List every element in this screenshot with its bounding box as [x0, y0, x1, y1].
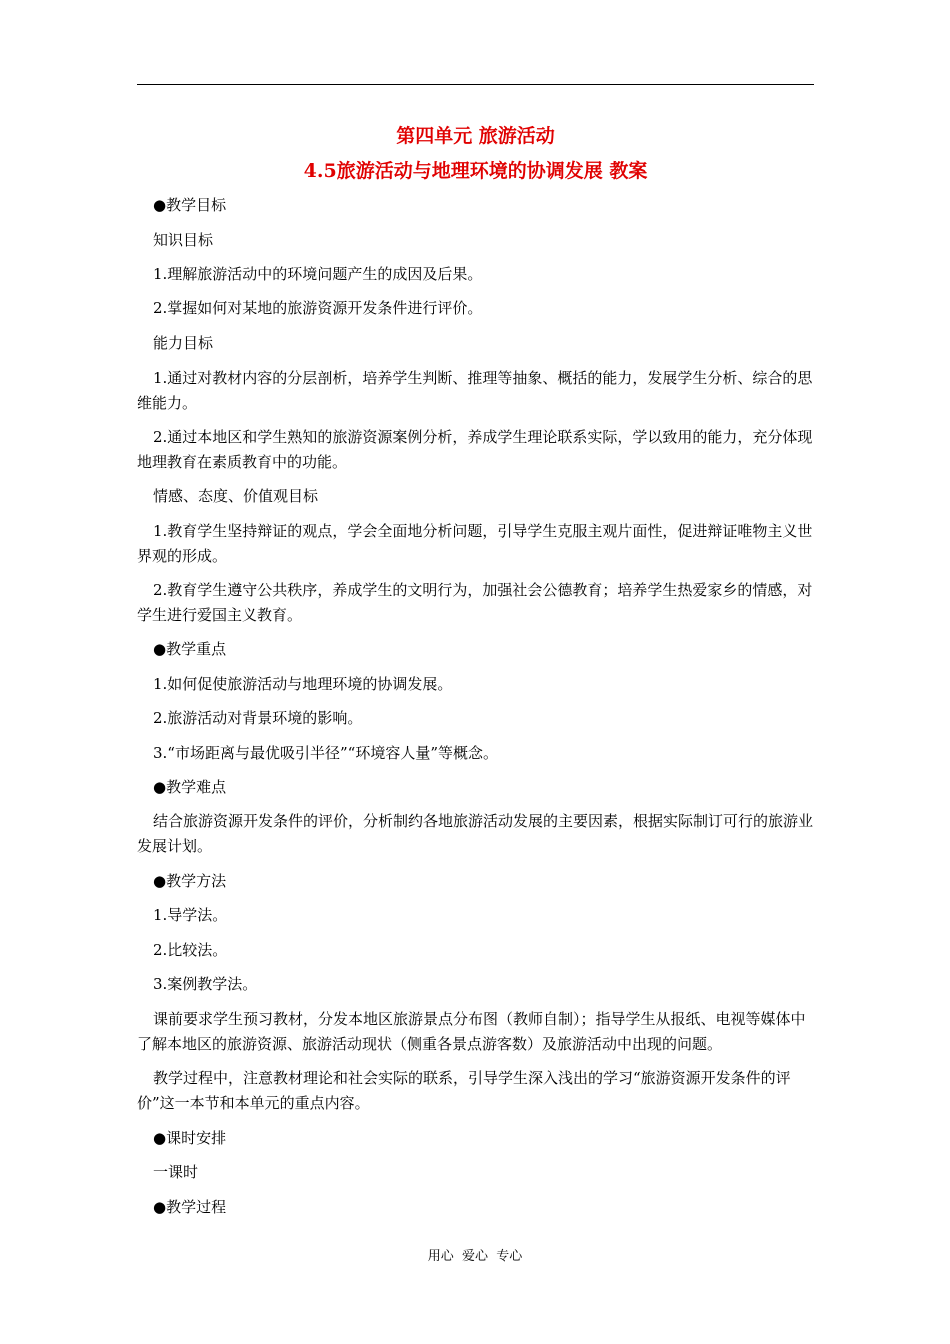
ability-goal-1: 1.通过对教材内容的分层剖析，培养学生判断、推理等抽象、概括的能力，发展学生分析、综合的思维能力。: [137, 369, 813, 412]
subheading-knowledge-goals: 知识目标: [153, 231, 214, 249]
section-heading-methods: ●教学方法: [153, 872, 227, 890]
knowledge-goal-2: 2.掌握如何对某地的旅游资源开发条件进行评价。: [153, 299, 483, 317]
key-point-1: 1.如何促使旅游活动与地理环境的协调发展。: [153, 675, 453, 693]
section-heading-process: ●教学过程: [153, 1198, 227, 1216]
lesson-title: 4.5旅游活动与地理环境的协调发展 教案: [303, 160, 648, 182]
preparation-text: 课前要求学生预习教材，分发本地区旅游景点分布图（教师自制）；指导学生从报纸、电视等媒体中了解本地区的旅游资源、旅游活动现状（侧重各景点游客数）及旅游活动中出现的问题。: [137, 1010, 806, 1053]
subheading-attitude-goals: 情感、态度、价值观目标: [153, 487, 319, 505]
key-point-3: 3.“市场距离与最优吸引半径”“环境容人量”等概念。: [153, 744, 498, 762]
header-rule: [137, 84, 814, 85]
attitude-goal-2: 2.教育学生遵守公共秩序，养成学生的文明行为，加强社会公德教育；培养学生热爱家乡的情感，对学生进行爱国主义教育。: [137, 581, 813, 624]
page-footer: 用心 爱心 专心: [427, 1249, 523, 1264]
method-3: 3.案例教学法。: [153, 975, 258, 993]
key-point-2: 2.旅游活动对背景环境的影响。: [153, 709, 363, 727]
process-note-text: 教学过程中，注意教材理论和社会实际的联系，引导学生深入浅出的学习“旅游资源开发条件的评价”这一本节和本单元的重点内容。: [137, 1069, 791, 1112]
attitude-goal-1: 1.教育学生坚持辩证的观点，学会全面地分析问题，引导学生克服主观片面性，促进辩证唯物主义世界观的形成。: [137, 522, 813, 565]
section-heading-difficulties: ●教学难点: [153, 778, 227, 796]
section-heading-objectives: ●教学目标: [153, 196, 227, 214]
section-heading-schedule: ●课时安排: [153, 1129, 227, 1147]
method-2: 2.比较法。: [153, 941, 228, 959]
knowledge-goal-1: 1.理解旅游活动中的环境问题产生的成因及后果。: [153, 265, 483, 283]
subheading-ability-goals: 能力目标: [153, 334, 214, 352]
unit-title: 第四单元 旅游活动: [396, 125, 555, 147]
ability-goal-2: 2.通过本地区和学生熟知的旅游资源案例分析，养成学生理论联系实际，学以致用的能力，充分体现地理教育在素质教育中的功能。: [137, 428, 813, 471]
section-heading-key-points: ●教学重点: [153, 640, 227, 658]
difficulty-text: 结合旅游资源开发条件的评价，分析制约各地旅游活动发展的主要因素，根据实际制订可行的旅游业发展计划。: [137, 812, 814, 855]
schedule-text: 一课时: [153, 1163, 199, 1181]
method-1: 1.导学法。: [153, 906, 228, 924]
